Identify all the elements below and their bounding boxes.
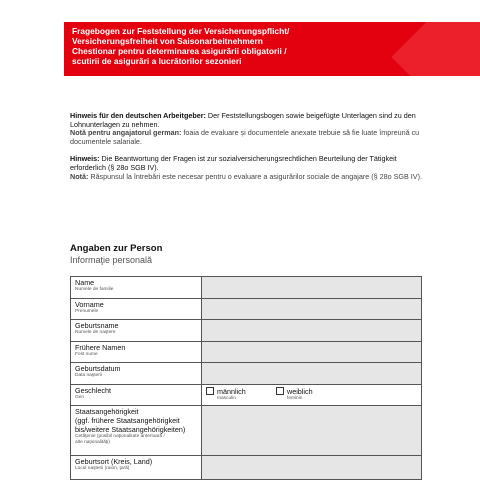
label-geburtsort: Geburtsort (Kreis, Land) Locul naşterii (raion, ţară) (71, 456, 202, 480)
name-field[interactable] (202, 277, 422, 299)
weiblich-checkbox[interactable] (276, 387, 284, 395)
geburtsort-field[interactable] (202, 456, 422, 480)
notes-block (70, 112, 422, 181)
title-de-line1: Fragebogen zur Feststellung der Versicherungspflicht/ (72, 26, 290, 36)
row-vorname (71, 299, 422, 320)
title-banner (64, 22, 480, 76)
section-title-ro: Informaţie personală (70, 255, 153, 265)
row-geburtsort (71, 456, 422, 480)
hint1-de (70, 112, 422, 129)
label-staatsangehoerigkeit: Staatsangehörigkeit (ggf. frühere Staatsangehörigkeit bis/weitere Staatsangehörigkeiten) Cetăţenie (posibil naţionalitate anterioară / alte naţionalităţi) (71, 406, 202, 456)
maennlich-checkbox[interactable] (206, 387, 214, 395)
hint1-de-text: Der Feststellungsbogen sowie beigefügte Unterlagen sind zu den Lohnunterlagen zu nehmen. (70, 111, 416, 129)
banner-title (72, 26, 289, 66)
fruehere-namen-field[interactable] (202, 342, 422, 363)
label-name: Name Numele de familie (71, 277, 202, 299)
geburtsdatum-field[interactable] (202, 363, 422, 385)
personal-data-table (70, 276, 422, 480)
option-maennlich[interactable]: männlich masculin (206, 387, 274, 401)
label-geschlecht: Geschlecht Gen (71, 385, 202, 406)
hint2-de-text: Die Beantwortung der Fragen ist zur sozialversicherungsrechtlichen Beurteilung der Tätigkeit erforderlich (§ 28o SGB IV). (70, 154, 397, 172)
row-staatsangehoerigkeit (71, 406, 422, 456)
row-fruehere-namen (71, 342, 422, 363)
row-geschlecht (71, 385, 422, 406)
hint1-ro-label: Notă pentru angajatorul german: (70, 128, 182, 138)
title-ro-line2: scutirii de asigurări a lucrătorilor sezonieri (72, 56, 242, 66)
row-geburtsname (71, 320, 422, 342)
hint2-ro (70, 173, 422, 182)
label-geburtsname: Geburtsname Numele de naştere (71, 320, 202, 342)
label-geburtsdatum: Geburtsdatum Data naşterii (71, 363, 202, 385)
row-name (71, 277, 422, 299)
vorname-field[interactable] (202, 299, 422, 320)
option-weiblich[interactable]: weiblich feminin (276, 387, 344, 401)
hint2-ro-text: Răspunsul la întrebări este necesar pentru o evaluare a asigurărilor sociale de angajare (§ 28o SGB IV). (88, 171, 422, 181)
geburtsname-field[interactable] (202, 320, 422, 342)
staatsangehoerigkeit-field[interactable] (202, 406, 422, 456)
banner-decoration (391, 22, 480, 76)
hint1-de-label: Hinweis für den deutschen Arbeitgeber: (70, 111, 206, 120)
title-de-line2: Versicherungsfreiheit von Saisonarbeitnehmern (72, 36, 263, 46)
label-fruehere-namen: Frühere Namen Fost nume (71, 342, 202, 363)
section-title-de: Angaben zur Person (70, 243, 163, 254)
hint2-de (70, 155, 422, 172)
row-geburtsdatum (71, 363, 422, 385)
hint2-ro-label: Notă: (70, 171, 89, 181)
hint2-de-label: Hinweis: (70, 154, 100, 164)
section-heading (70, 243, 162, 265)
label-vorname: Vorname Prenumele (71, 299, 202, 320)
hint1-ro-text: foaia de evaluare și documentele anexate trebuie să fie luate împreună cu documentele salariale. (70, 128, 420, 146)
gender-options (202, 385, 422, 406)
hint1-ro (70, 129, 422, 146)
title-ro-line1: Chestionar pentru determinarea asigurării obligatorii / (72, 46, 287, 56)
